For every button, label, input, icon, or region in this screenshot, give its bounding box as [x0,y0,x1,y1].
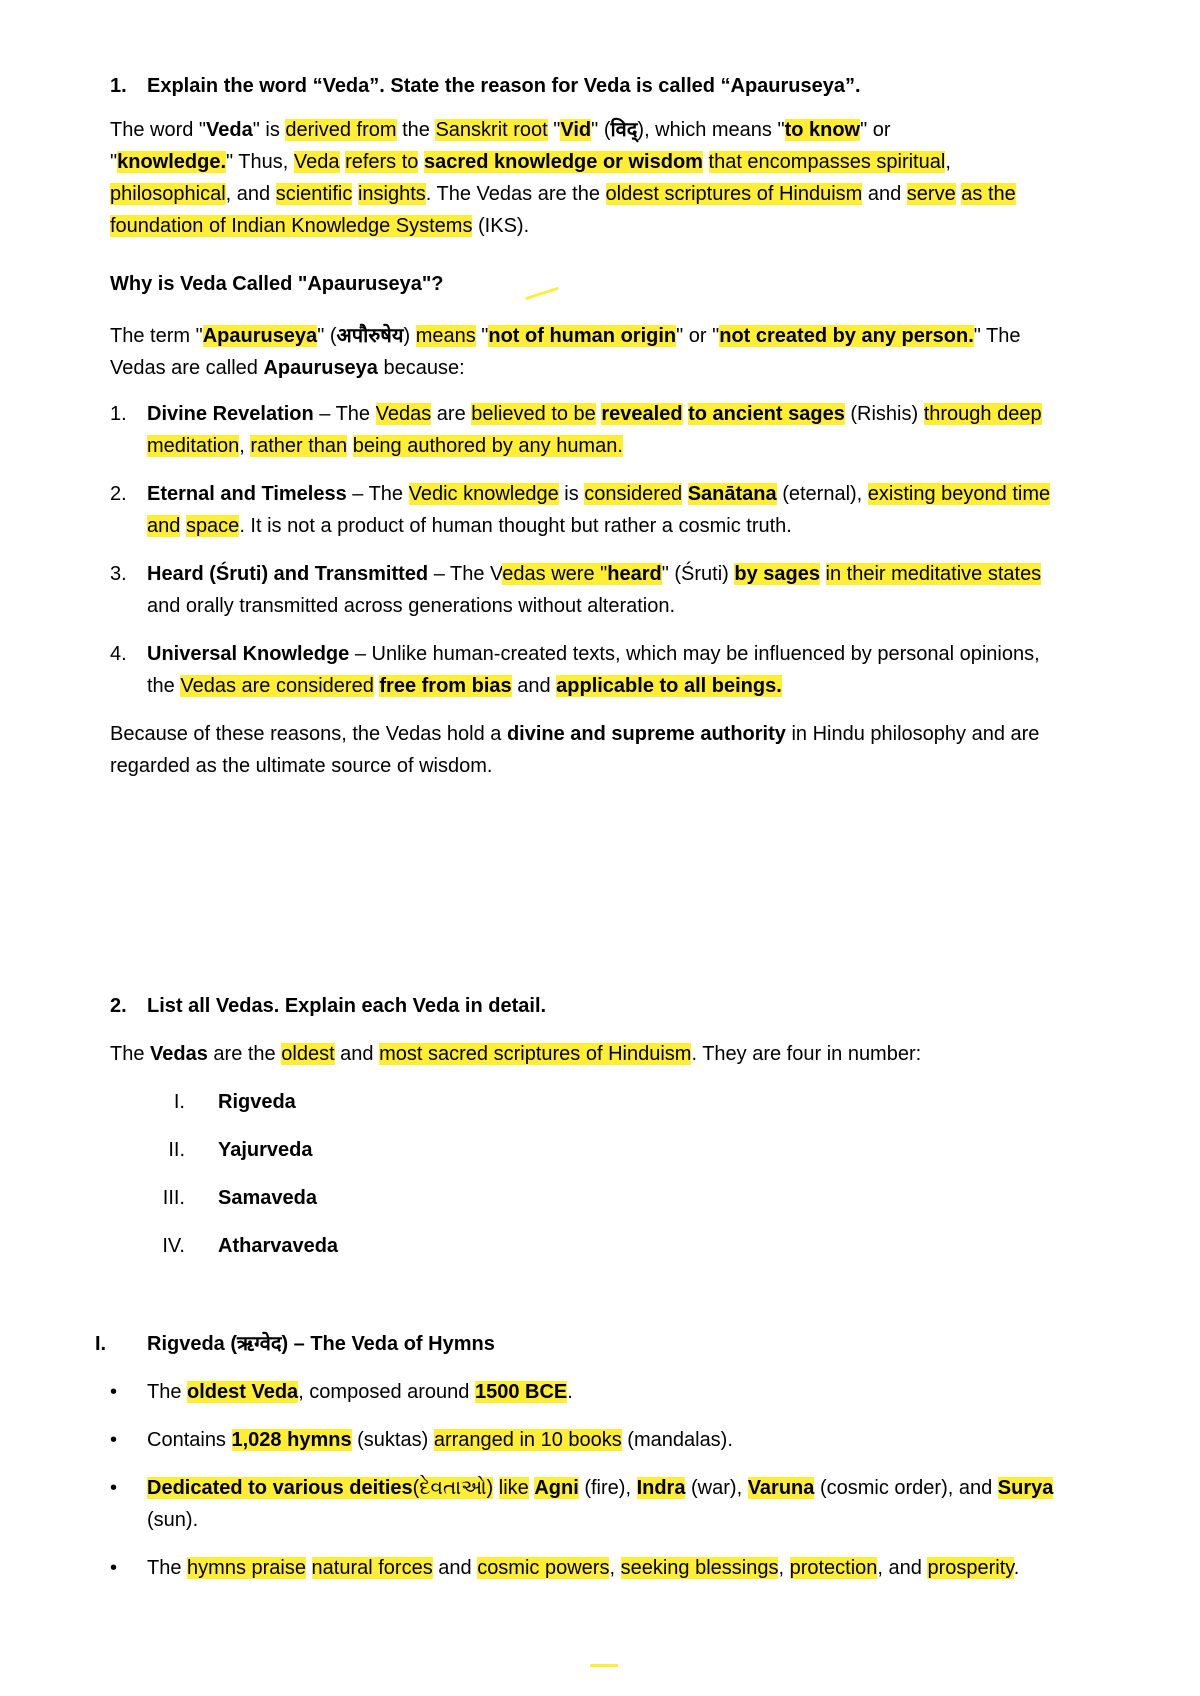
question-title: Explain the word “Veda”. State the reason for Veda is called “Apauruseya”. [147,75,861,97]
paragraph-line: The word "Veda" is derived from the Sanskrit root "Vid" (विद्), which means "to know" or [110,119,891,141]
document-page: 1. Explain the word “Veda”. State the reason for Veda is called “Apauruseya”. The word "Veda" is derived from the Sanskrit root "Vid" (विद्), which means "to know" or "knowledge." Thus, Veda refers to sacred knowledge or wisdom that encompasses spiritual, philosophical, and scientific insights. The Vedas are the oldest scriptures of Hinduism and serve as the foundation of Indian Knowledge Systems (IKS). Why is Veda Called "Apauruseya"? The term "Apauruseya" (अपौरुषेय) means "not of human origin" or "not created by any person." The Vedas are called Apauruseya because: 1. Divine Revelation – The Vedas are believed to be revealed to ancient sages (Rishis) through deep meditation, rather than being authored by any human. 2. Eternal and Timeless – The Vedic knowledge is considered Sanātana (eternal), existing beyond time and space. It is not a product of human thought but rather a cosmic truth. 3. Heard (Śruti) and Transmitted – The Vedas were "heard" (Śruti) by sages in their meditative states and orally transmitted across generations without alteration. 4. Universal Knowledge – Unlike human-created texts, which may be influenced by personal opinions, the Vedas are considered free from bias and applicable to all beings. Because of these reasons, the Vedas hold a divine and supreme authority in Hindu philosophy and are regarded as the ultimate source of wisdom. 2. List all Vedas. Explain each Veda in detail. The Vedas are the oldest and most sacred scriptures of Hinduism. They are four in number: I. Rigveda II. Yajurveda III. Samaveda IV. Atharvaveda I. Rigveda (ऋग्वेद) – The Veda of Hymns • The oldest Veda, composed around 1500 BCE. • Contains 1,028 hymns (suktas) arranged in 10 books (mandalas). • Dedicated to various deities(દેવતાઓ) like Agni (fire), Indra (war), Varuna (cosmic order), and Surya (sun). • The hymns praise natural forces and cosmic powers, seeking blessings, protection, and prosperity. [0,0,1200,1696]
paragraph-line: "knowledge." Thus, Veda refers to sacred knowledge or wisdom that encompasses spiritual, [110,151,951,173]
question-number: 1. [110,75,127,97]
paragraph-line: Vedas are called Apauruseya because: [110,357,465,379]
paragraph-conclusion: Because of these reasons, the Vedas hold a divine and supreme authority in Hindu philosophy and are regarded as the ultimate source of wisdom. [110,723,1040,777]
paragraph-line: philosophical, and scientific insights. The Vedas are the oldest scriptures of Hinduism and serve as the [110,183,1016,205]
subheading-why-apauruseya: Why is Veda Called "Apauruseya"? [110,273,444,295]
stray-highlight-mark [590,1664,618,1667]
question-number: 2. [110,995,127,1017]
paragraph-vedas-intro: The Vedas are the oldest and most sacred scriptures of Hinduism. They are four in number: [110,1043,922,1065]
paragraph-line: The term "Apauruseya" (अपौरुषेय) means "not of human origin" or "not created by any person." The [110,325,1021,347]
question-title: List all Vedas. Explain each Veda in detail. [147,995,547,1017]
paragraph-veda-definition [110,114,1150,242]
paragraph-line: foundation of Indian Knowledge Systems (IKS). [110,215,530,237]
paragraph-apauruseya [110,320,1150,384]
